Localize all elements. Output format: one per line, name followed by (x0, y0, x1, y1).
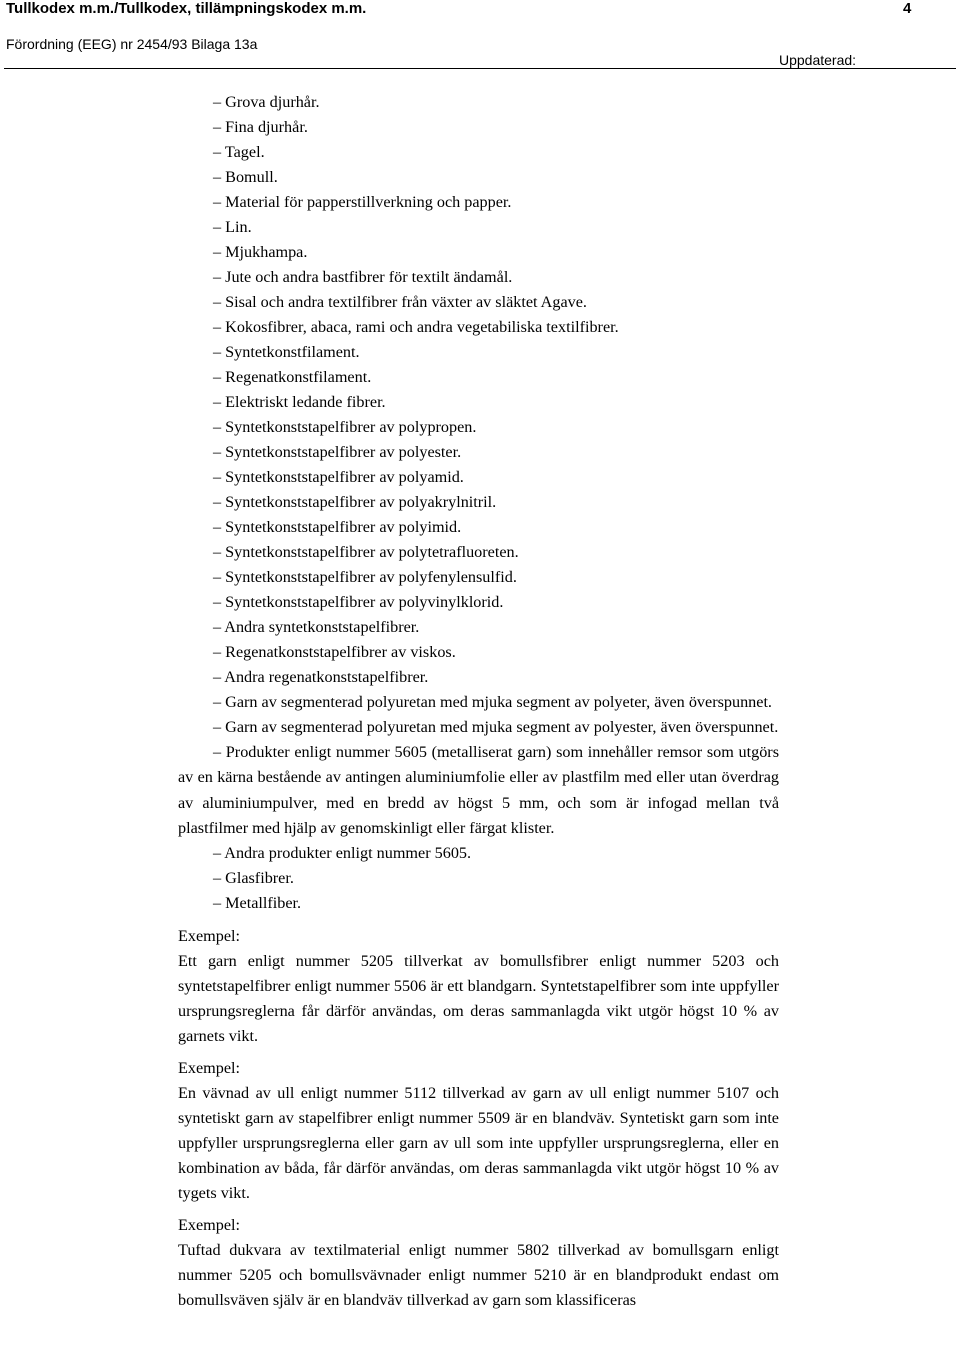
updated-label: Uppdaterad: (779, 52, 857, 68)
list-item: – Material för papperstillverkning och papper. (213, 193, 512, 211)
list-item-paragraph: – Garn av segmenterad polyuretan med mjuka segment av polyeter, även överspunnet. (213, 693, 772, 711)
list-item: – Sisal och andra textilfibrer från växter av släktet Agave. (213, 293, 587, 311)
list-item: – Regenatkonststapelfibrer av viskos. (213, 643, 456, 661)
list-item: – Tagel. (213, 143, 265, 161)
example-text: Ett garn enligt nummer 5205 tillverkat av bomullsfibrer enligt nummer 5203 och syntetstapelfibrer enligt nummer 5506 är ett blandgarn. Syntetstapelfibrer som inte uppfyller ursprungsreglerna får därför användas, om deras sammanlagda vikt utgör högst 10 % av garnets vikt. (178, 952, 779, 1046)
example-text: En vävnad av ull enligt nummer 5112 tillverkad av garn av ull enligt nummer 5107 och syntetiskt garn av stapelfibrer enligt nummer 5509 är en blandväv. Syntetiskt garn som inte uppfyller ursprungsreglerna eller garn av ull som inte uppfyller ursprungsreglerna, eller en kombination av båda, får därför användas, om deras sammanlagda vikt utgör högst 10 % av tygets vikt. (178, 1084, 779, 1203)
list-item: – Lin. (213, 218, 252, 236)
list-item: – Syntetkonststapelfibrer av polytetrafluoreten. (213, 543, 519, 561)
example-text: Tuftad dukvara av textilmaterial enligt nummer 5802 tillverkad av bomullsgarn enligt nummer 5205 och bomullsvävnader enligt nummer 5210 är en blandprodukt endast om bomullsväven själv är en blandväv tillverkad av garn som klassificeras (178, 1241, 779, 1310)
list-item: – Jute och andra bastfibrer för textilt ändamål. (213, 268, 513, 286)
list-item: – Syntetkonststapelfibrer av polyamid. (213, 468, 464, 486)
list-item: – Fina djurhår. (213, 118, 308, 136)
list-item: – Grova djurhår. (213, 93, 320, 111)
list-item-paragraph: – Garn av segmenterad polyuretan med mjuka segment av polyester, även överspunnet. (213, 718, 779, 736)
header-subtitle: Förordning (EEG) nr 2454/93 Bilaga 13a (6, 36, 258, 52)
list-item: – Syntetkonststapelfibrer av polypropen. (213, 418, 477, 436)
example-block (178, 924, 779, 1049)
list-item: – Andra produkter enligt nummer 5605. (213, 844, 472, 863)
list-item: – Andra regenatkonststapelfibrer. (213, 668, 429, 686)
list-item: – Kokosfibrer, abaca, rami och andra vegetabiliska textilfibrer. (213, 318, 619, 336)
list-item: – Syntetkonststapelfibrer av polyester. (213, 443, 462, 461)
example-label: Exempel: (178, 927, 241, 946)
list-item: – Syntetkonststapelfibrer av polyfenylensulfid. (213, 568, 517, 586)
example-label: Exempel: (178, 1216, 241, 1235)
list-item: – Syntetkonststapelfibrer av polyakrylnitril. (213, 493, 497, 511)
example-block (178, 1213, 779, 1313)
header-title: Tullkodex m.m./Tullkodex, tillämpningskodex m.m. (6, 0, 367, 17)
example-block (178, 1056, 779, 1206)
header-divider (4, 68, 956, 69)
list-item: – Syntetkonststapelfibrer av polyvinylklorid. (213, 593, 504, 611)
document-body (178, 90, 779, 1313)
list-item: – Glasfibrer. (213, 869, 294, 888)
page-number: 4 (903, 0, 912, 17)
list-item: – Regenatkonstfilament. (213, 368, 372, 386)
list-item: – Syntetkonstfilament. (213, 343, 360, 361)
list-item: – Syntetkonststapelfibrer av polyimid. (213, 518, 462, 536)
list-item: – Bomull. (213, 168, 278, 186)
list-item: – Elektriskt ledande fibrer. (213, 393, 386, 411)
list-item-paragraph: – Produkter enligt nummer 5605 (metalliserat garn) som innehåller remsor som utgörs av en kärna bestående av antingen aluminiumfolie eller av plastfilm med eller utan överdrag av aluminiumpulver, med en bredd av högst 5 mm, och som är infogad mellan två plastfilmer med hjälp av genomskinligt eller färgat klister. (178, 743, 779, 837)
dash-list (178, 90, 779, 916)
list-item: – Metallfiber. (213, 894, 302, 913)
example-label: Exempel: (178, 1059, 241, 1078)
list-item: – Mjukhampa. (213, 243, 308, 261)
list-item: – Andra syntetkonststapelfibrer. (213, 618, 420, 636)
